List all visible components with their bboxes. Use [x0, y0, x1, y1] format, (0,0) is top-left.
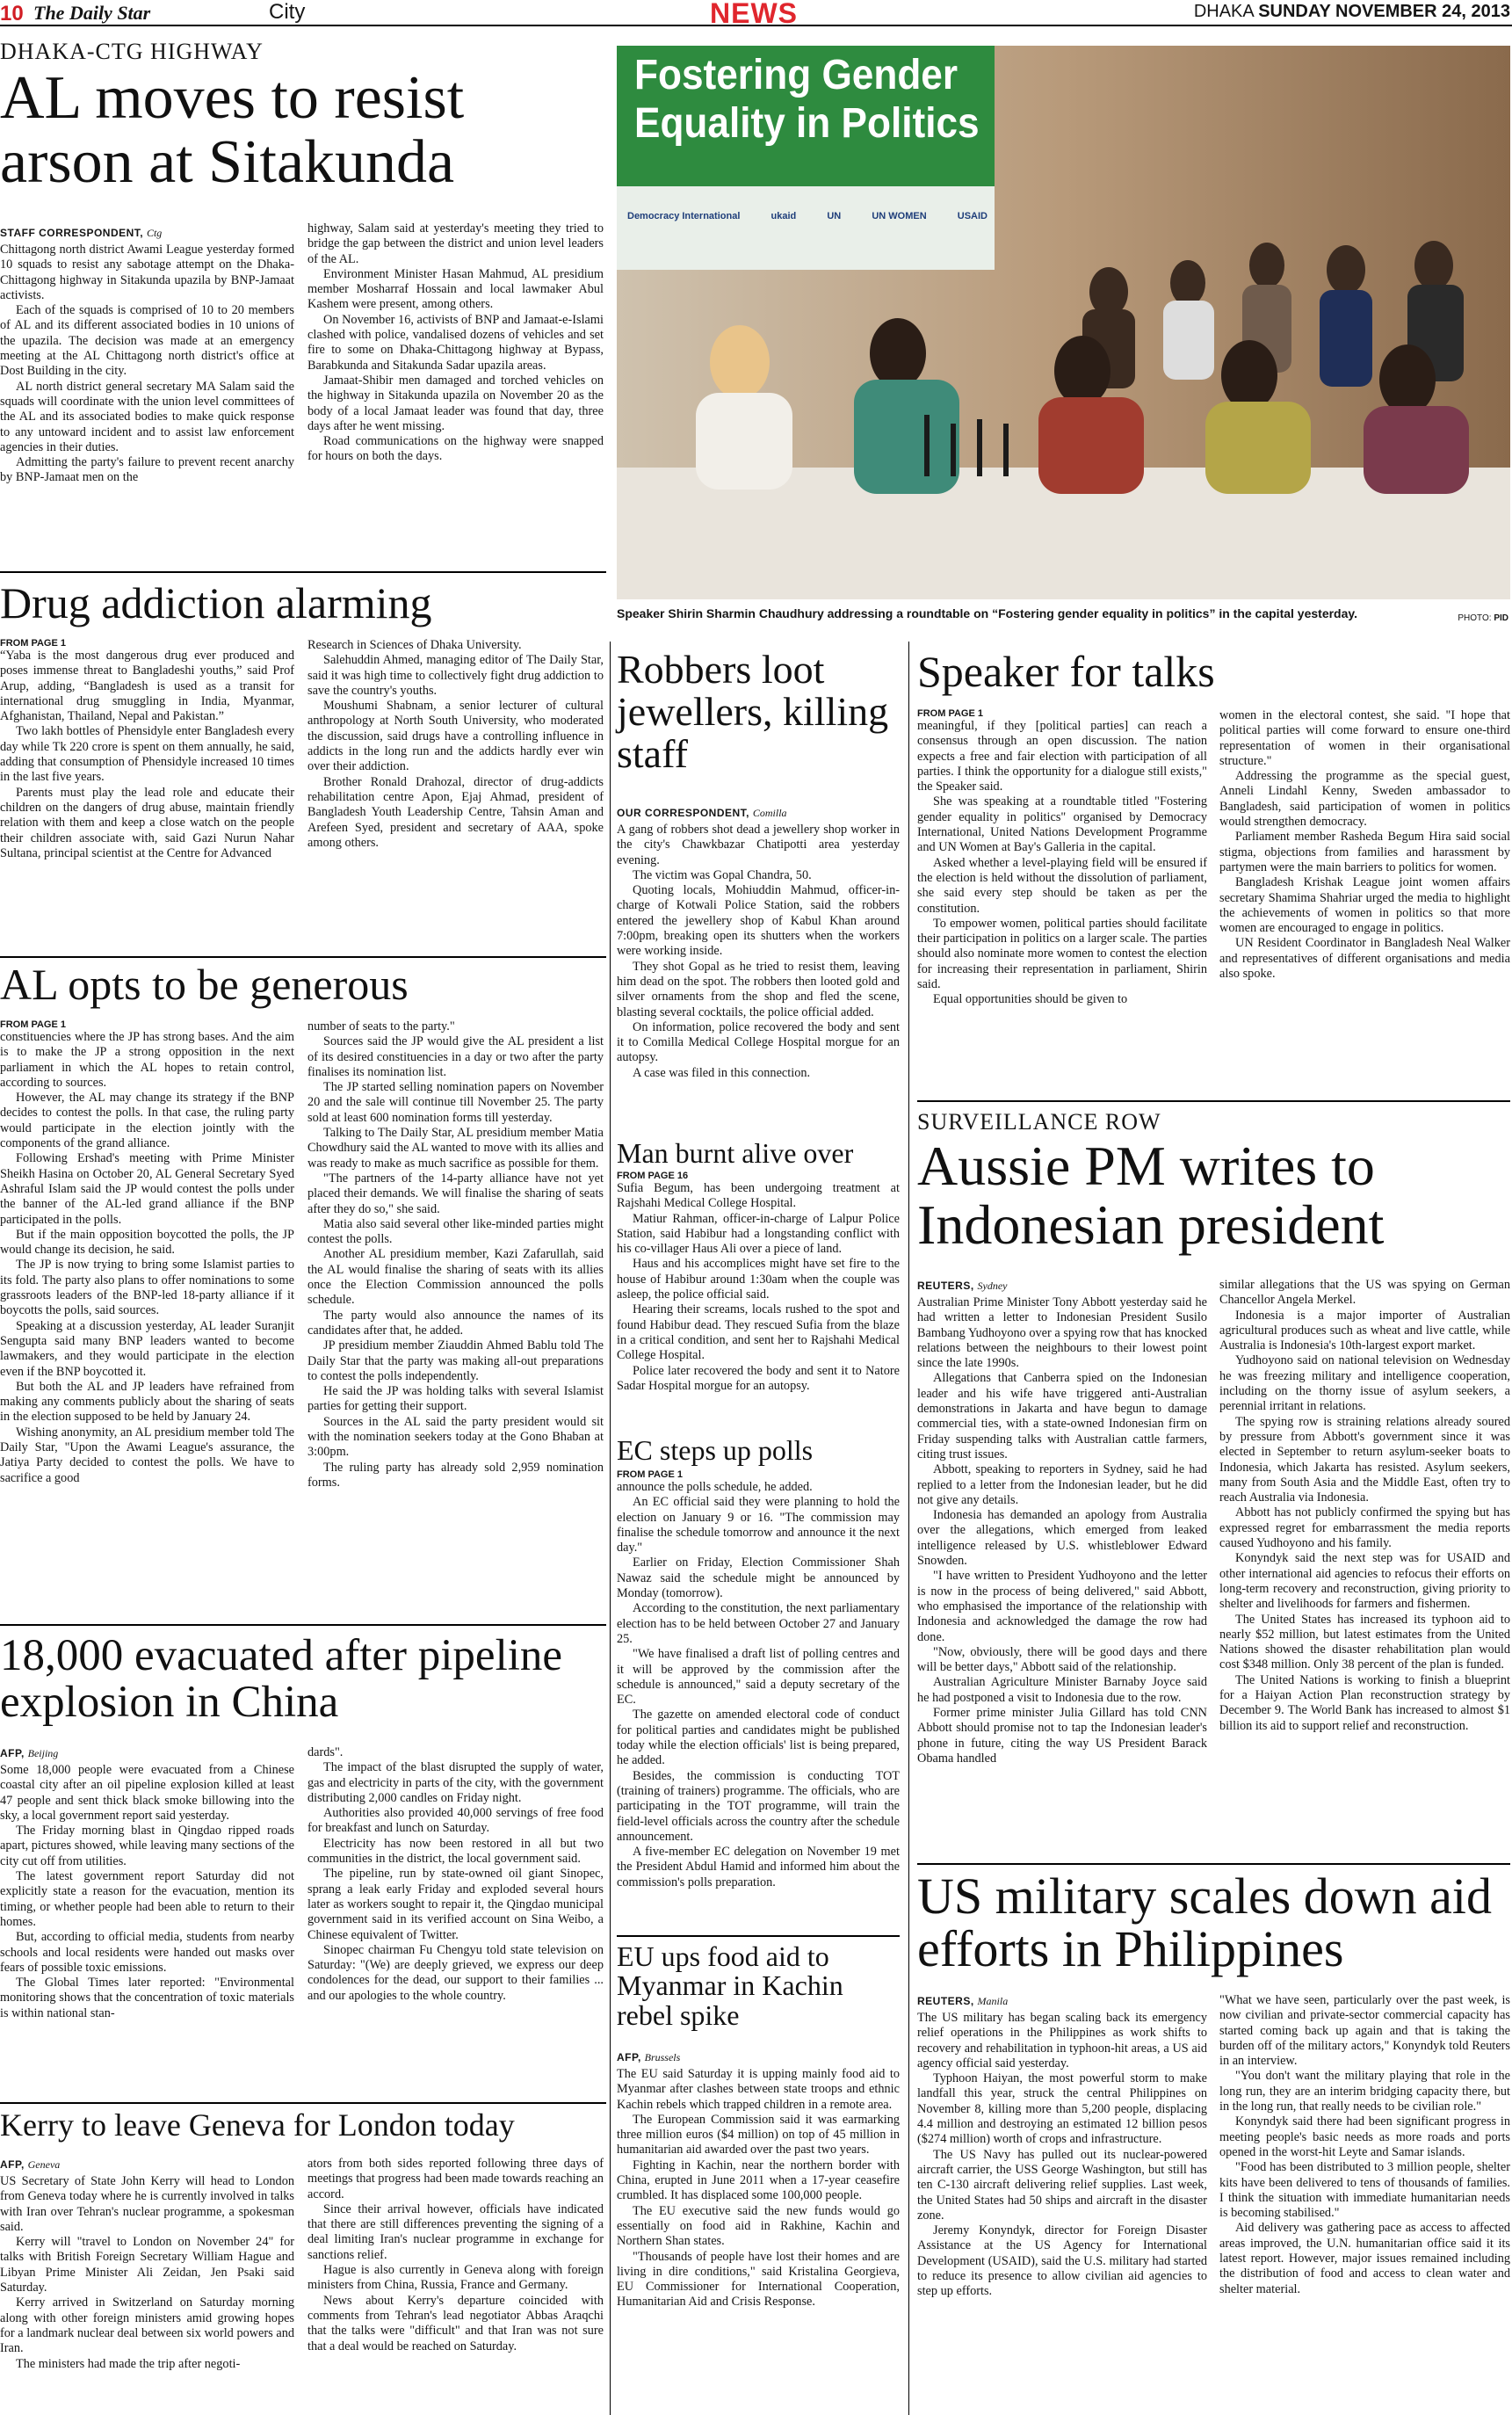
banner-line-2: Equality in Politics — [634, 100, 980, 148]
paper-name: The Daily Star — [33, 2, 151, 24]
paragraph: Jeremy Konyndyk, director for Foreign Disaster Assistance at the US Agency for International Development (USAID), said the U.S. military had started to reduce its presence to allow civilian aid agencies to step up efforts. — [917, 2223, 1207, 2299]
paragraph: Asked whether a level-playing field will be ensured if the election is held without the dissolution of parliament, she said every step should be taken as per the constitution. — [917, 855, 1207, 916]
paragraph: Each of the squads is comprised of 10 to 20 members of AL and its different associated bodies in 10 unions of the upazila. The decision was made at an emergency meeting at the AL Chittagong north district's office at Dost Building in the city. — [0, 303, 294, 379]
paragraph: Wishing anonymity, an AL presidium member told The Daily Star, "Upon the Awami League's assurance, the Jatiya Party decided to contest the polls. We have to sacrifice a good — [0, 1425, 294, 1485]
sponsor-logo: USAID — [957, 211, 988, 221]
ec-body — [617, 1469, 900, 1926]
paragraph: The Global Times later reported: "Environmental monitoring shows that the concentration of toxic materials is within national stan- — [0, 1976, 294, 2020]
kerry-body-col2 — [307, 2157, 604, 2411]
divider — [0, 956, 606, 958]
paragraph: ators from both sides reported following three days of meetings that progress had been made towards reaching an accord. — [307, 2157, 604, 2201]
byline-name: REUTERS, — [917, 1280, 974, 1292]
byline-dateline: Beijing — [27, 1747, 59, 1759]
paragraph: "Thousands of people have lost their homes and are living in dire conditions," said Kristalina Georgieva, EU Commissioner for International Cooperation, Humanitarian Aid and Crisis Response. — [617, 2249, 900, 2310]
sponsor-logos — [627, 211, 988, 221]
credit-source: PID — [1494, 613, 1508, 623]
pipeline-headline: 18,000 evacuated after pipeline explosion in China — [0, 1631, 563, 1728]
aussie-byline — [917, 1280, 1008, 1293]
paragraph: Haus and his accomplices might have set fire to the house of Habibur around 1:30am when the couple was asleep, the police official said. — [617, 1257, 900, 1302]
paragraph: On November 16, activists of BNP and Jamaat-e-Islami clashed with police, vandalised dozens of vehicles and set fire to some on Dhaka-Chittagong highway at Bypass, Barabkunda and Sitakunda Sadar upazila areas. — [307, 312, 604, 373]
paragraph: The pipeline, run by state-owned oil giant Sinopec, sprang a leak early Friday and exploded several hours later as workers sought to repair it, the Qingdao municipal government said in its verified account on Sina Weibo, a Chinese equivalent of Twitter. — [307, 1867, 604, 1942]
paragraph: They shot Gopal as he tried to resist them, leaving him dead on the spot. The robbers then looted gold and silver ornaments from the shop and fled the scene, blasting several cocktails, the police official added. — [617, 959, 900, 1019]
paragraph: An EC official said they were planning to hold the election on January 9 or 16. "The commission may finalise the schedule tomorrow and announce it the next day." — [617, 1495, 900, 1556]
paragraph: Jamaat-Shibir men damaged and torched vehicles on the highway in Sitakunda upazila on November 20 as the body of a local Jamaat leader was found that day, three days after he went missing. — [307, 373, 604, 433]
byline-name: OUR CORRESPONDENT, — [617, 807, 750, 819]
pipeline-body-col1 — [0, 1763, 294, 2095]
dateline — [1194, 2, 1510, 22]
pipeline-body-col2 — [307, 1745, 604, 2095]
speaker-body-col1 — [917, 708, 1207, 1095]
paragraph: A gang of robbers shot dead a jewellery shop worker in the city's Chawkbazar Chatipotti area yesterday evening. — [617, 823, 900, 867]
divider — [917, 1863, 1510, 1865]
paragraph: The United States has increased its typhoon aid to nearly $52 million, but latest estimates from the United Nations showed the disaster rehabilitation plan would cost $348 million. Only 38 percent of the plan is funded. — [1219, 1612, 1510, 1672]
divider — [0, 2102, 606, 2104]
paragraph: number of seats to the party." — [307, 1019, 455, 1033]
paragraph: Since their arrival however, officials have indicated that there are still differences preventing the signing of a deal limiting Iran's nuclear programme in exchange for sanctions relief. — [307, 2201, 604, 2262]
byline-name: AFP, — [617, 2051, 641, 2063]
paragraph: Kerry arrived in Switzerland on Saturday morning along with other foreign ministers amid growing hopes for a landmark nuclear deal between six world powers and Iran. — [0, 2295, 294, 2356]
column-rule — [610, 642, 611, 2415]
paragraph: Besides, the commission is conducting TOT (training of trainers) programme. The officials, who are participating in the TOT programme, will train the field-level officials across the country after the schedule announcement. — [617, 1768, 900, 1844]
page-number: 10 — [0, 2, 24, 25]
paragraph: similar allegations that the US was spying on German Chancellor Angela Merkel. — [1219, 1278, 1510, 1308]
byline-dateline: Comilla — [752, 807, 787, 819]
banner-title — [634, 51, 980, 148]
paragraph: Authorities also provided 40,000 servings of free food for breakfast and lunch on Saturday. — [307, 1806, 604, 1836]
paragraph: Matiur Rahman, officer-in-charge of Lalpur Police Station, said Habibur had a longstanding conflict with his co-villager Haus Ali over a piece of land. — [617, 1211, 900, 1257]
news-banner: NEWS — [710, 0, 798, 29]
paragraph: dards". — [307, 1745, 344, 1759]
kerry-byline — [0, 2158, 60, 2172]
paragraph: Some 18,000 people were evacuated from a Chinese coastal city after an oil pipeline explosion killed at least 47 people and sent thick black smoke billowing into the sky, a local government report said yesterday. — [0, 1763, 294, 1823]
paragraph: The United Nations is working to finish a blueprint for a Haiyan Action Plan reconstruction strategy by December 9. The World Bank has increased to almost $1 billion its aid to support relief and reconstruction. — [1219, 1672, 1510, 1733]
us-body-col1 — [917, 2011, 1207, 2411]
byline-dateline: Ctg — [146, 227, 163, 239]
us-byline — [917, 1995, 1008, 2008]
paragraph: The Friday morning blast in Qingdao ripped roads apart, pictures showed, while leaving many sections of the city cut off from utilities. — [0, 1824, 294, 1868]
paragraph: News about Kerry's departure coincided with comments from Tehran's lead negotiator Abbas Araqchi that the talks were "difficult" and that Iran was not sure that a deal would be reached on Saturday. — [307, 2293, 604, 2353]
paragraph: The JP is now trying to bring some Islamist parties to its fold. The party also plans to offer nominations to some grassroots leaders of the BNP-led 18-party alliance if it boycotts the polls, said sources. — [0, 1258, 294, 1318]
from-page-label: FROM PAGE 1 — [0, 638, 66, 649]
paragraph: Aid delivery was gathering pace as access to affected areas improved, the U.N. humanitarian office said it its latest report. However, major issues remained including the distribution of food and access to clean water and shelter material. — [1219, 2221, 1510, 2296]
paragraph: Hague is also currently in Geneva along with foreign ministers from China, Russia, France and Germany. — [307, 2263, 604, 2293]
paragraph: Talking to The Daily Star, AL presidium member Matia Chowdhury said the AL wanted to move with its allies and was ready to make as much sacrifice as possible for them. — [307, 1126, 604, 1171]
paragraph: Konyndyk said there had been significant progress in meeting people's basic needs as more roads and ports opened in the worst-hit Leyte and Samar islands. — [1219, 2114, 1510, 2159]
paragraph: announce the polls schedule, he added. — [617, 1480, 813, 1494]
divider — [0, 571, 606, 573]
paragraph: Parents must play the lead role and educate their children on the dangers of drug abuse, maintain friendly relation with them and keep a close watch on the people their children associate with, said Gazi Nurun Nahar Sultana, principal scientist at the Centre for Advanced — [0, 785, 294, 860]
paragraph: But if the main opposition boycotted the polls, the JP would change its decision, he said. — [0, 1227, 294, 1258]
paragraph: Indonesia is a major importer of Australian agricultural produces such as wheat and live cattle, while Australia is Indonesia's 10th-largest export market. — [1219, 1308, 1510, 1353]
burnt-headline: Man burnt alive over — [617, 1137, 854, 1169]
paragraph: Quoting locals, Mohiuddin Mahmud, officer-in-charge of Kotwali Police Station, said the robbers entered the jewellery shop of Kabul Khan around 7:00pm, breaking open its shutters when the workers were working inside. — [617, 883, 900, 959]
paragraph: women in the electoral contest, she said. "I hope that political parties will come forward to ensure one-third representation of women in their organisational structure." — [1219, 708, 1510, 768]
ec-headline: EC steps up polls — [617, 1434, 814, 1466]
paragraph: Speaking at a discussion yesterday, AL leader Suranjit Sengupta said many BNP leaders wanted to become lawmakers, and they would participate in the election even if the BNP boycotted it. — [0, 1318, 294, 1379]
paragraph: Following Ershad's meeting with Prime Minister Sheikh Hasina on October 20, AL General Secretary Syed Ashraful Islam said the JP would contest the polls under the banner of the AL-led grand alliance if the BNP participated in the polls. — [0, 1151, 294, 1227]
from-page-label: FROM PAGE 1 — [0, 1019, 66, 1030]
paragraph: Road communications on the highway were snapped for hours on both the days. — [307, 434, 604, 464]
paragraph: Addressing the programme as the special guest, Anneli Lindahl Kenny, Sweden ambassador to Bangladesh, said participation of women in politics would strengthen democracy. — [1219, 769, 1510, 830]
paragraph: Konyndyk said the next step was for USAID and other international aid agencies to refocus their efforts on long-term recovery and reconstruction, giving priority to shelter and livelihoods for farmers and fishermen. — [1219, 1551, 1510, 1612]
robbers-headline: Robbers loot jewellers, killing staff — [617, 647, 889, 776]
paragraph: constituencies where the JP has strong bases. And the aim is to make the JP a strong opposition in the next parliament in which the AL hopes to retain control, according to sources. — [0, 1030, 294, 1090]
paragraph: Abbott has not publicly confirmed the spying but has expressed regret for embarrassment the media reports caused Yudhoyono and his family. — [1219, 1505, 1510, 1551]
paragraph: Chittagong north district Awami League yesterday formed 10 squads to resist any sabotage attempt on the Dhaka-Chittagong highway in Sitakunda upazila by BNP-Jamaat activists. — [0, 243, 294, 302]
eu-byline — [617, 2051, 680, 2064]
dateline-date: SUNDAY NOVEMBER 24, 2013 — [1258, 2, 1510, 21]
byline-name: STAFF CORRESPONDENT, — [0, 227, 144, 239]
paragraph: Sources said the JP would give the AL president a list of its desired constituencies in a day or two after the party finalises its nomination list. — [307, 1034, 604, 1079]
paragraph: Two lakh bottles of Phensidyle enter Bangladesh every day while Tk 220 crore is spent on them annually, he said, adding that consumption of Phensidyle increased 10 times in the last five years. — [0, 724, 294, 785]
photo-credit — [1458, 613, 1508, 623]
paragraph: Salehuddin Ahmed, managing editor of The Daily Star, said it was high time to collectively fight drug addiction to save the country's youths. — [307, 653, 604, 698]
paragraph: Fighting in Kachin, near the northern border with China, erupted in June 2011 when a 17-year ceasefire crumbled. It has displaced some 100,000 people. — [617, 2158, 900, 2203]
paragraph: The gazette on amended electoral code of conduct for political parties and candidates might be published today while the election officials' list is being prepared, he added. — [617, 1708, 900, 1768]
paragraph: Bangladesh Krishak League joint women affairs secretary Shamima Shahriar urged the media to highlight the achievements of women in politics so that more women are encouraged to engage in politics. — [1219, 875, 1510, 936]
drug-headline: Drug addiction alarming — [0, 578, 432, 627]
paragraph: But both the AL and JP leaders have refrained from making any comments publicly about the sharing of seats in the election supposed to be held by January 24. — [0, 1379, 294, 1425]
paragraph: "Now, obviously, there will be good days and there will be better days," Abbott said of the relationship. — [917, 1644, 1207, 1675]
eu-headline: EU ups food aid to Myanmar in Kachin rebel spike — [617, 1940, 843, 2031]
byline-name: AFP, — [0, 1747, 25, 1759]
from-page-label: FROM PAGE 16 — [617, 1171, 689, 1181]
paragraph: The party would also announce the names of its candidates after that, he added. — [307, 1308, 604, 1338]
dateline-city: DHAKA — [1193, 2, 1254, 21]
paragraph: Typhoon Haiyan, the most powerful storm to make landfall this year, struck the central Philippines on November 8, killing more than 5,200 people, displacing 4.4 million and destroying an estimated 12 billion pesos ($274 million) worth of crops and infrastructure. — [917, 2071, 1207, 2147]
arson-kicker: DHAKA-CTG HIGHWAY — [0, 39, 264, 64]
paragraph: The US Navy has pulled out its nuclear-powered aircraft carrier, the USS George Washington, but still has ten C-130 aircraft delivering relief supplies. Last week, the United States had 50 ships and aircraft in the disaster zone. — [917, 2147, 1207, 2223]
paragraph: Police later recovered the body and sent it to Natore Sadar Hospital morgue for an autopsy. — [617, 1363, 900, 1393]
paragraph: Yudhoyono said on national television on Wednesday he was freezing military and intelligence cooperation, including on the thorny issue of asylum seekers, a perennial irritant in relations. — [1219, 1353, 1510, 1414]
us-body-col2 — [1219, 1993, 1510, 2411]
byline-dateline: Geneva — [27, 2158, 61, 2171]
paragraph: A five-member EC delegation on November 19 met the President Abdul Hamid and informed him about the commission's polls preparation. — [617, 1845, 900, 1889]
aussie-body-col2 — [1219, 1278, 1510, 1858]
arson-headline: AL moves to resist arson at Sitakunda — [0, 64, 465, 196]
speaker-body-col2 — [1219, 708, 1510, 1095]
section-name: City — [269, 0, 306, 24]
arson-byline — [0, 227, 162, 240]
paragraph: A case was filed in this connection. — [633, 1065, 811, 1080]
photo-caption: Speaker Shirin Sharmin Chaudhury addressing a roundtable on “Fostering gender equality in politics” in the capital yesterday. — [617, 606, 1358, 620]
banner-line-1: Fostering Gender — [634, 52, 959, 98]
paragraph: Abbott, speaking to reporters in Sydney, said he had replied to a letter from the Indonesian leader, but he did not give any details. — [917, 1462, 1207, 1507]
byline-dateline: Sydney — [977, 1280, 1008, 1292]
paragraph: Parliament member Rasheda Begum Hira said social stigma, objections from families and harassment by partymen were the main barriers to politics for women. — [1219, 830, 1510, 874]
pipeline-byline — [0, 1747, 58, 1760]
paragraph: According to the constitution, the next parliamentary election has to be held between October 27 and January 25. — [617, 1601, 900, 1646]
divider — [917, 1100, 1510, 1102]
aussie-headline: Aussie PM writes to Indonesian president — [917, 1135, 1385, 1256]
paragraph: The spying row is straining relations already soured by pressure from Abbott's government since it was elected in September to return asylum-seeker boats to Indonesia, which Jakarta has resisted. Asylum seekers, many from South Asia and the Middle East, often try to reach Australia via Indonesia. — [1219, 1414, 1510, 1505]
paragraph: The ruling party has already sold 2,959 nomination forms. — [307, 1460, 604, 1490]
paragraph: The US military has began scaling back its emergency relief operations in the Philippines as work shifts to recovery and rehabilitation in typhoon-hit areas, a US aid agency official said yesterday. — [917, 2011, 1207, 2071]
paragraph: Another AL presidium member, Kazi Zafarullah, said the AL would finalise the sharing of seats with its allies once the Election Commission announced the polls schedule. — [307, 1247, 604, 1308]
paragraph: Sinopec chairman Fu Chengyu told state television on Saturday: "(We) are deeply grieved, we express our deep condolences for the dead, our support to their families ... and our apologies to the whole country. — [307, 1942, 604, 2003]
eu-body — [617, 2067, 900, 2411]
paragraph: The European Commission said it was earmarking three million euros ($4 million) on top of 45 million in humanitarian aid awarded over the past two years. — [617, 2112, 900, 2158]
paragraph: To empower women, political parties should facilitate their participation in politics on a larger scale. The parties should also nominate more women to contest the election for increasing their representation in parliament, Shirin said. — [917, 916, 1207, 992]
paragraph: Brother Ronald Drahozal, director of drug-addicts rehabilitation centre Apon, Ejaj Ahmad, president of Bangladesh Youth Leadership Centre, Tahsin Aman and Arefeen Syed, president and secretary of AAA, spoke among others. — [307, 774, 604, 850]
divider — [617, 1935, 900, 1937]
paragraph: US Secretary of State John Kerry will head to London from Geneva today where he is currently involved in talks with Iran over Tehran's nuclear programme, a spokesman said. — [0, 2174, 294, 2234]
byline-dateline: Brussels — [644, 2051, 681, 2063]
paragraph: Environment Minister Hasan Mahmud, AL presidium member Mosharraf Hossain and local lawmaker Abul Kashem were present, among others. — [307, 266, 604, 312]
kerry-body-col1 — [0, 2174, 294, 2411]
paragraph: JP presidium member Ziauddin Ahmed Bablu told The Daily Star that the party was making all-out preparations to contest the polls independently. — [307, 1338, 604, 1383]
us-headline: US military scales down aid efforts in Philippines — [917, 1867, 1493, 1978]
paragraph: Allegations that Canberra spied on the Indonesian leader and his wife have triggered anti-Australian demonstrations in Jakarta and have begun to damage commercial ties, with a state-owned Indonesian firm on Friday suspending talks with Australian cattle farmers, citing trust issues. — [917, 1371, 1207, 1461]
sponsor-logo: UN — [827, 211, 842, 221]
paragraph: "Food has been distributed to 3 million people, shelter kits have been delivered to tens of thousands of families. I think the situation with immediate humanitarian needs is becoming stabilised." — [1219, 2160, 1510, 2221]
aussie-kicker: SURVEILLANCE ROW — [917, 1109, 1161, 1135]
sponsor-logo: UN WOMEN — [872, 211, 927, 221]
paragraph: Hearing their screams, locals rushed to the spot and found Habibur dead. They rescued Sufia from the blaze in a critical condition, and sent her to Rajshahi Medical College Hospital. — [617, 1302, 900, 1363]
paragraph: Electricity has now been restored in all but two communities in the district, the local government said. — [307, 1836, 604, 1867]
arson-body-col2 — [307, 221, 604, 566]
paragraph: He said the JP was holding talks with several Islamist parties for getting their support. — [307, 1384, 604, 1414]
paragraph: The JP started selling nomination papers on November 20 and the sale will continue till November 25. The party sold at least 600 nomination forms till yesterday. — [307, 1080, 604, 1125]
paragraph: “Yaba is the most dangerous drug ever produced and poses immense threat to Bangladeshi youths,” said Prof Arup, adding, “Bangladesh is used as a transit for international drug smuggling in India, Myanmar, Afghanistan, Thailand, Nepal and Pakistan.” — [0, 649, 294, 724]
paragraph: She was speaking at a roundtable titled "Fostering gender equality in politics" organised by Democracy International, United Nations Development Programme and UN Women at Bay's Galleria in the capital. — [917, 794, 1207, 855]
paragraph: "I have written to President Yudhoyono and the letter is now in the process of being delivered," said Abbott, who emphasised the importance of the relationship with Indonesia and acknowledged the damage the row had done. — [917, 1569, 1207, 1644]
byline-name: AFP, — [0, 2158, 25, 2171]
byline-name: REUTERS, — [917, 1995, 974, 2007]
paragraph: Research in Sciences of Dhaka University. — [307, 638, 522, 652]
paragraph: The latest government report Saturday did not explicitly state a reason for the evacuation, mention its timing, or whether people had been able to return to their homes. — [0, 1869, 294, 1929]
burnt-body — [617, 1171, 900, 1434]
arson-body-col1 — [0, 243, 294, 564]
robbers-body — [617, 823, 900, 1139]
paragraph: "We have finalised a draft list of polling centres and it will be approved by the commission after the schedule is announced," said a deputy secretary of the EC. — [617, 1647, 900, 1708]
paragraph: Australian Agriculture Minister Barnaby Joyce said he had postponed a visit to Indonesia due to the row. — [917, 1675, 1207, 1705]
paragraph: Indonesia has demanded an apology from Australia over the allegations, which emerged from leaked intelligence released by U.S. whistleblower Edward Snowden. — [917, 1508, 1207, 1569]
paragraph: Former prime minister Julia Gillard has told CNN Abbott should promise not to tap the Indonesian leader's phone in future, citing the way US President Barack Obama handled — [917, 1706, 1207, 1766]
paragraph: On information, police recovered the body and sent it to Comilla Medical College Hospital morgue for an autopsy. — [617, 1019, 900, 1065]
speaker-headline: Speaker for talks — [917, 647, 1215, 696]
paragraph: highway, Salam said at yesterday's meeting they tried to bridge the gap between the district and union level leaders of the AL. — [307, 221, 604, 266]
byline-dateline: Manila — [977, 1995, 1009, 2007]
paragraph: Moushumi Shabnam, a senior lecturer of cultural anthropology at North South University, who moderated the discussion, said drugs have a controlling influence in addicts in the long run and the addicts hardly ever win over their addiction. — [307, 699, 604, 774]
paragraph: Australian Prime Minister Tony Abbott yesterday said he had written a letter to Indonesian President Susilo Bambang Yudhoyono over a spying row that has knocked relations between the neighbours to their lowest point since the late 1990s. — [917, 1295, 1207, 1371]
paragraph: "You don't want the military playing that role in the long run, they are an interim bridging capacity there, but in the long run, that really needs to be civilian role." — [1219, 2069, 1510, 2114]
paragraph: Kerry will "travel to London on November 24" for talks with British Foreign Secretary William Hague and Libyan Prime Minister Ali Zeidan, Jen Psaki said Saturday. — [0, 2235, 294, 2295]
paragraph: Sufia Begum, has been undergoing treatment at Rajshahi Medical College Hospital. — [617, 1181, 900, 1211]
paragraph: Sources in the AL said the party president would sit with the nomination seekers today at the Gono Bhaban at 3:00pm. — [307, 1414, 604, 1460]
generous-body-col1 — [0, 1019, 294, 1617]
paragraph: Earlier on Friday, Election Commissioner Shah Nawaz said the schedule might be announced by Monday (tomorrow). — [617, 1556, 900, 1601]
drug-body-col1 — [0, 638, 294, 956]
generous-body-col2 — [307, 1019, 604, 1617]
paragraph: Admitting the party's failure to prevent recent anarchy by BNP-Jamaat men on the — [0, 455, 294, 485]
paragraph: meaningful, if they [political parties] can reach a consensus through an open discussion. The nation expects a free and fair election with participation of all parties. I think the opportunity for a dialogue still exists," the Speaker said. — [917, 719, 1207, 794]
paragraph: However, the AL may change its strategy if the BNP decides to contest the polls. In that case, the ruling party would participate in the election jointly with the components of the grand alliance. — [0, 1091, 294, 1151]
masthead — [0, 0, 1512, 29]
credit-label: PHOTO: — [1458, 613, 1492, 623]
paragraph: The impact of the blast disrupted the supply of water, gas and electricity in parts of the city, with the government distributing 2,000 candles on Friday night. — [307, 1760, 604, 1805]
sponsor-logo: Democracy International — [627, 211, 741, 221]
from-page-label: FROM PAGE 1 — [617, 1469, 683, 1480]
paragraph: The EU executive said the new funds would go essentially on food aid in Rakhine, Kachin and Northern Shan states. — [617, 2203, 900, 2249]
paragraph: UN Resident Coordinator in Bangladesh Neal Walker and representatives of different organisations and media also spoke. — [1219, 936, 1510, 982]
sponsor-logo: ukaid — [770, 211, 797, 221]
paragraph: Equal opportunities should be given to — [933, 992, 1128, 1007]
drug-body-col2 — [307, 638, 604, 956]
paragraph: But, according to official media, students from nearby schools and local residents were handed out masks over fears of possible toxic emissions. — [0, 1930, 294, 1975]
paragraph: "What we have seen, particularly over the past week, is now civilian and private-sector commercial capacity has started coming back up again and that is taking the burden off of the military actors," Konyndyk told Reuters in an interview. — [1219, 1993, 1510, 2069]
from-page-label: FROM PAGE 1 — [917, 708, 983, 719]
paragraph: The ministers had made the trip after negoti- — [16, 2356, 241, 2371]
paragraph: AL north district general secretary MA Salam said the squads will coordinate with the union level committees of the AL and its associated bodies to make quick response to any untoward incident and to assist law enforcement agencies in their duties. — [0, 379, 294, 454]
paragraph: The victim was Gopal Chandra, 50. — [633, 867, 812, 882]
column-rule — [908, 642, 909, 2415]
aussie-body-col1 — [917, 1295, 1207, 1858]
paragraph: "The partners of the 14-party alliance have not yet placed their demands. We will finalise the sharing of seats after they do so," she said. — [307, 1171, 604, 1216]
roundtable-photo — [617, 46, 1510, 599]
paragraph: Matia also said several other like-minded parties might contest the polls. — [307, 1216, 604, 1247]
kerry-headline: Kerry to leave Geneva for London today — [0, 2107, 515, 2143]
robbers-byline — [617, 807, 787, 820]
generous-headline: AL opts to be generous — [0, 960, 409, 1009]
divider — [0, 1624, 606, 1626]
paragraph: The EU said Saturday it is upping mainly food aid to Myanmar after clashes between state troops and ethnic Kachin rebels which trapped children in a remote area. — [617, 2067, 900, 2112]
